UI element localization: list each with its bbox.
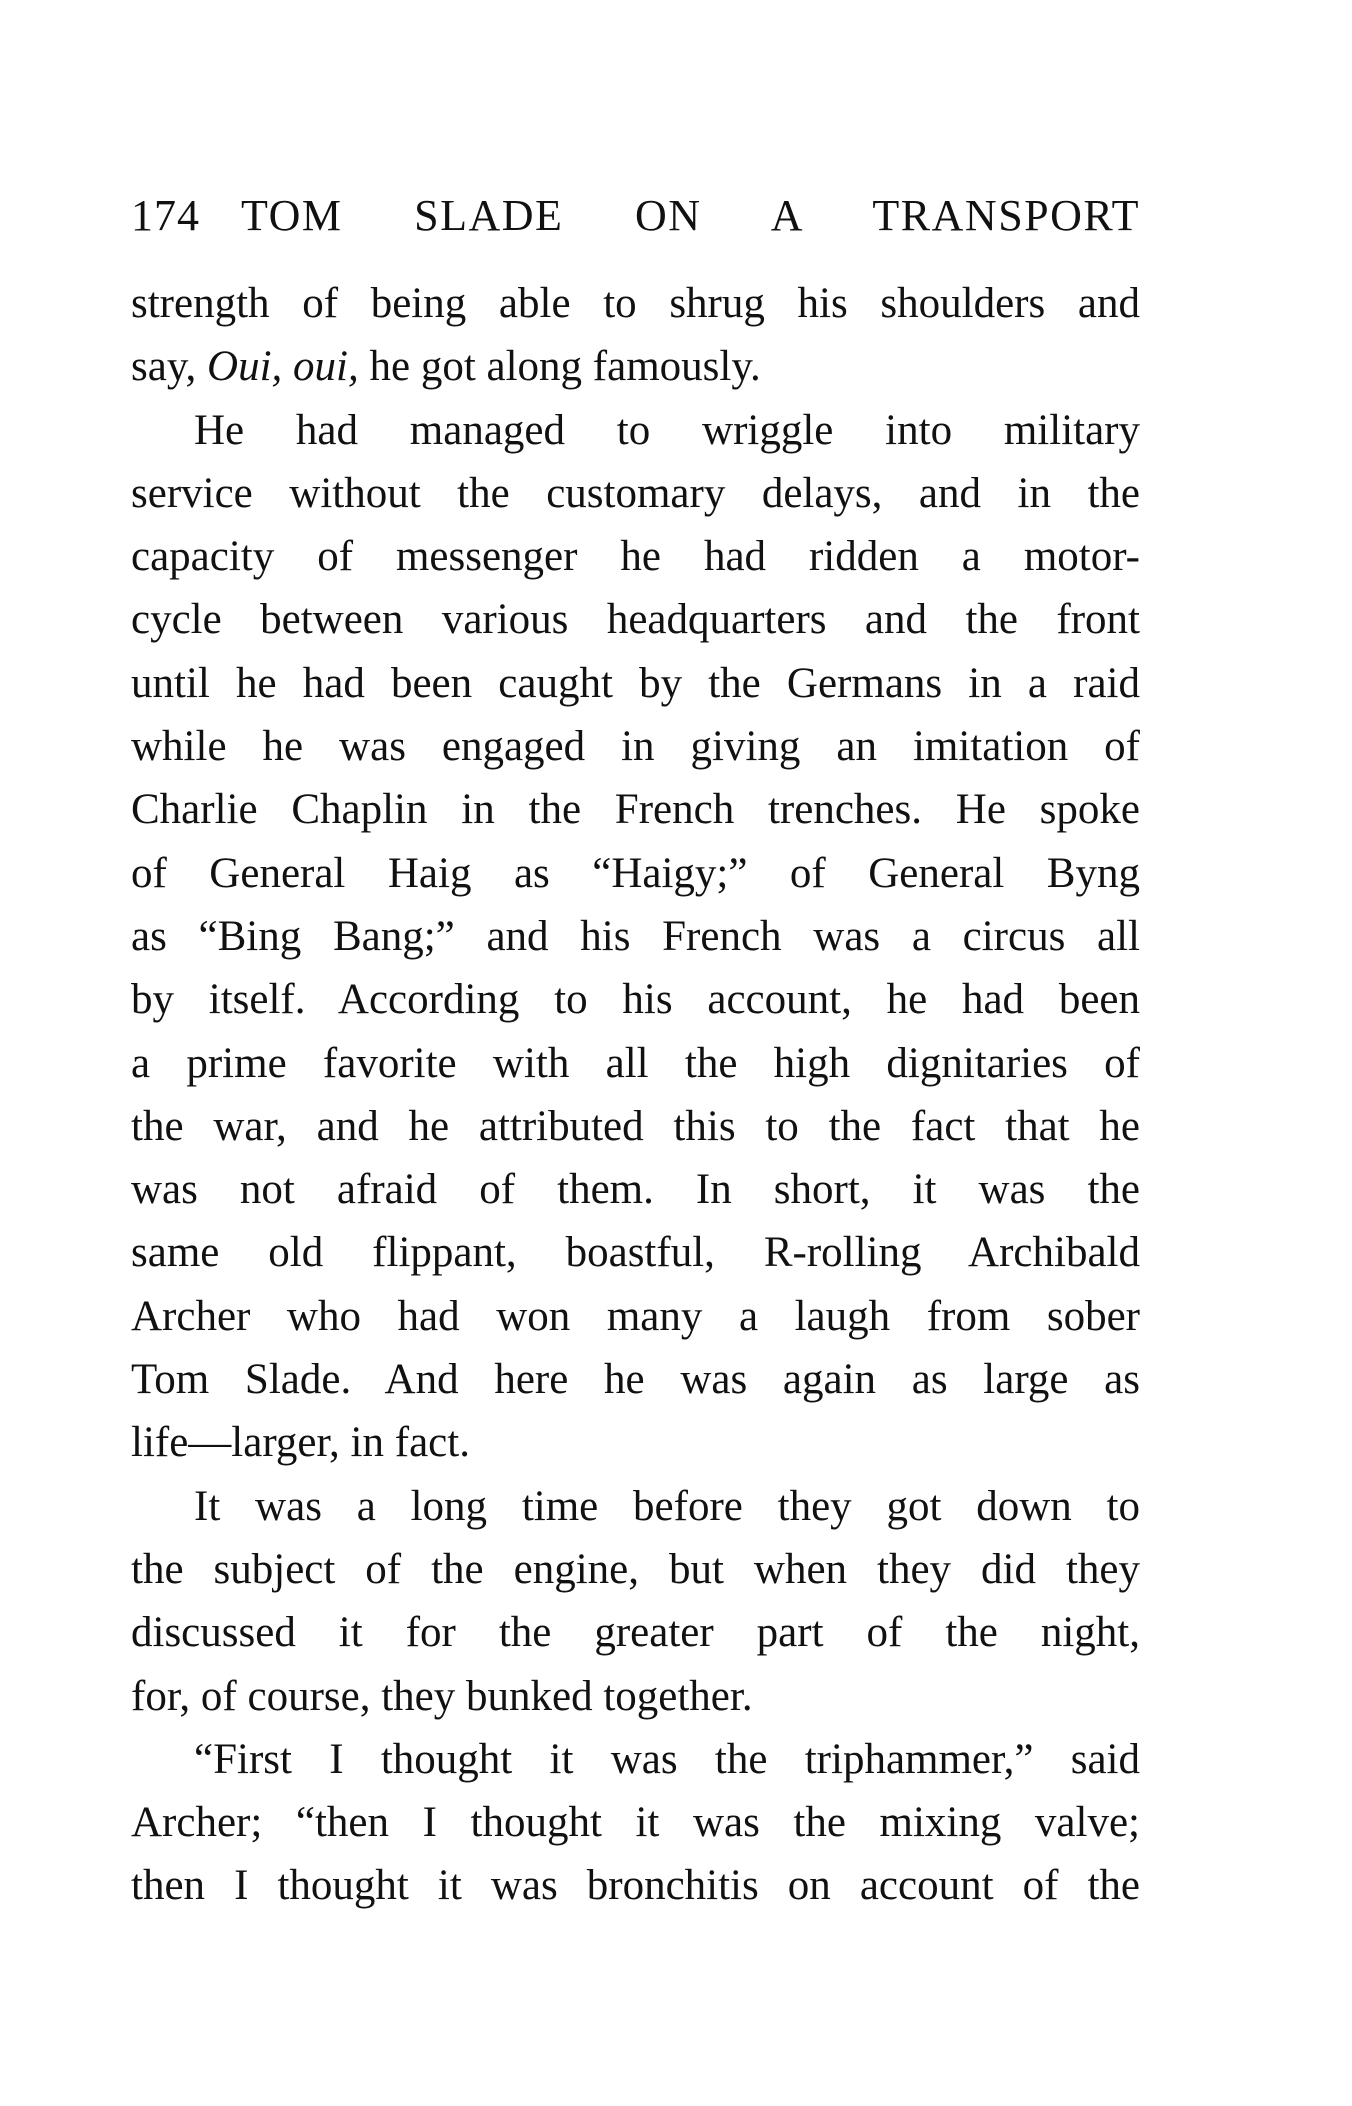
text-line: was not afraid of them. In short, it was the [131,1166,1140,1214]
text-line: of General Haig as “Haigy;” of General Byng [131,849,1140,897]
page-body-text [131,272,1140,1918]
text-segment: he got along famously. [358,343,761,391]
text-line: a prime favorite with all the high dignitaries of [131,1039,1140,1087]
paragraph-first-line: It was a long time before they got down to [194,1482,1140,1530]
text-line: Charlie Chaplin in the French trenches. He spoke [131,786,1140,834]
text-line [131,335,1140,398]
page-number: 174 [131,191,200,240]
text-line: life—larger, in fact. [131,1419,470,1467]
running-title: TOM SLADE ON A TRANSPORT [241,191,1140,240]
text-line: discussed it for the greater part of the night, [131,1609,1140,1657]
text-line: until he had been caught by the Germans in a raid [131,659,1140,707]
text-line: Tom Slade. And here he was again as large as [131,1356,1140,1404]
text-line: for, of course, they bunked together. [131,1672,753,1720]
text-line: cycle between various headquarters and the front [131,596,1140,644]
text-line: capacity of messenger he had ridden a motor- [131,533,1140,581]
text-line: the subject of the engine, but when they did they [131,1545,1140,1593]
text-line: service without the customary delays, and in the [131,469,1140,517]
text-line: Archer; “then I thought it was the mixing valve; [131,1799,1140,1847]
text-line: the war, and he attributed this to the fact that he [131,1102,1140,1150]
running-header [131,186,1140,246]
text-line: then I thought it was bronchitis on account of the [131,1862,1140,1910]
paragraph-first-line: He had managed to wriggle into military [194,406,1140,454]
text-line: by itself. According to his account, he had been [131,976,1140,1024]
text-line: Archer who had won many a laugh from sober [131,1292,1140,1340]
italic-french-phrase: Oui, oui, [207,343,359,391]
text-segment: say, [131,343,208,391]
text-line: strength of being able to shrug his shoulders and [131,280,1140,327]
text-line: while he was engaged in giving an imitation of [131,723,1140,771]
text-line: as “Bing Bang;” and his French was a circus all [131,912,1140,960]
paragraph-first-line: “First I thought it was the triphammer,” said [194,1735,1140,1783]
text-line: same old flippant, boastful, R-rolling Archibald [131,1229,1140,1277]
